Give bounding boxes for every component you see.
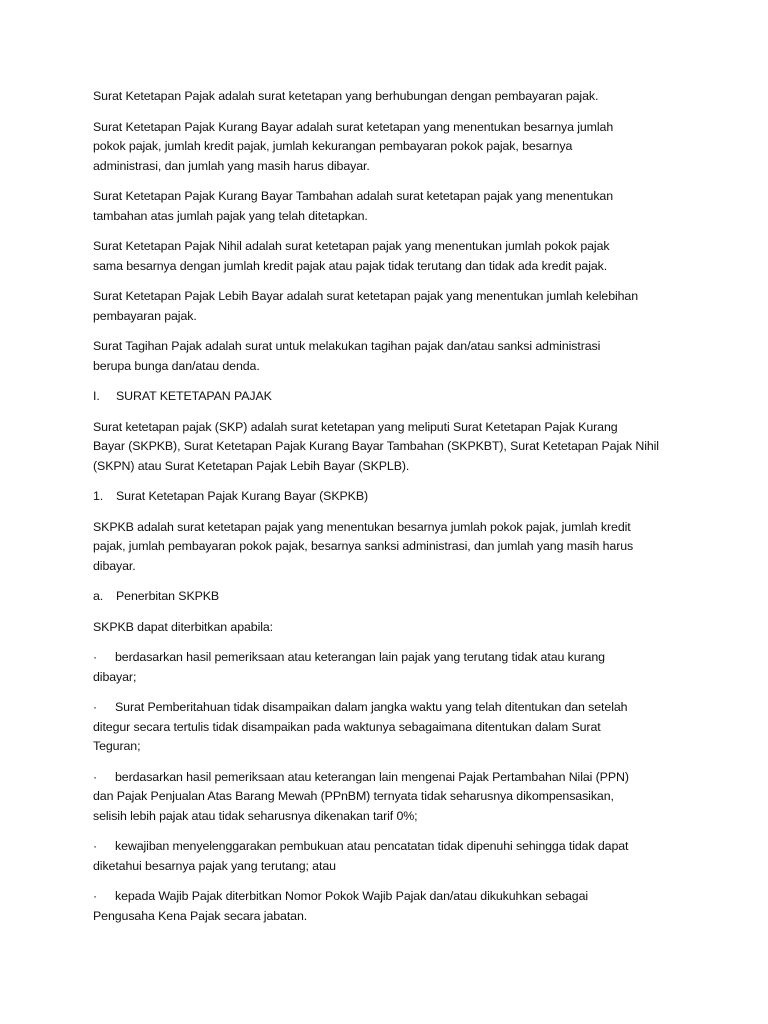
line-text: Surat Ketetapan Pajak Lebih Bayar adalah surat ketetapan pajak yang menentukan jumlah kelebihan bbox=[93, 289, 639, 303]
text-line bbox=[93, 907, 713, 927]
text-line bbox=[93, 557, 713, 577]
line-text: SURAT KETETAPAN PAJAK bbox=[116, 389, 272, 403]
text-line bbox=[93, 307, 713, 327]
line-text: administrasi, dan jumlah yang masih harus dibayar. bbox=[93, 158, 370, 173]
text-line bbox=[93, 137, 713, 157]
text-line bbox=[93, 157, 713, 177]
bullet-item bbox=[93, 648, 713, 687]
document-body bbox=[93, 87, 713, 937]
bullet-marker: · bbox=[93, 839, 98, 853]
paragraph bbox=[93, 187, 713, 226]
line-text: Surat Ketetapan Pajak adalah surat ketetapan yang berhubungan dengan pembayaran pajak. bbox=[93, 89, 599, 103]
text-line bbox=[93, 518, 713, 538]
text-line bbox=[93, 587, 713, 607]
text-line bbox=[93, 337, 713, 357]
line-text: pajak, jumlah pembayaran pokok pajak, besarnya sanksi administrasi, dan jumlah yang masih harus bbox=[93, 539, 634, 553]
line-text: sama besarnya dengan jumlah kredit pajak atau pajak tidak terutang dan tidak ada kredit pajak. bbox=[93, 258, 608, 273]
text-line bbox=[93, 257, 713, 277]
bullet-item bbox=[93, 887, 713, 926]
text-line bbox=[93, 668, 713, 688]
list-marker: 1. bbox=[93, 489, 104, 503]
text-line bbox=[93, 207, 713, 227]
text-line bbox=[93, 237, 713, 257]
line-text: diketahui besarnya pajak yang terutang; atau bbox=[93, 858, 336, 873]
section-heading bbox=[93, 487, 713, 507]
text-line bbox=[93, 737, 713, 757]
paragraph bbox=[93, 337, 713, 376]
paragraph bbox=[93, 237, 713, 276]
section-heading bbox=[93, 587, 713, 607]
text-line bbox=[93, 837, 713, 857]
bullet-item bbox=[93, 837, 713, 876]
text-line bbox=[93, 418, 713, 438]
text-line bbox=[93, 387, 713, 407]
line-text: Surat Ketetapan Pajak Kurang Bayar adalah surat ketetapan yang menentukan besarnya jumlah bbox=[93, 119, 614, 134]
text-line bbox=[93, 768, 713, 788]
section-heading bbox=[93, 387, 713, 407]
line-text: Surat Tagihan Pajak adalah surat untuk melakukan tagihan pajak dan/atau sanksi administrasi bbox=[93, 339, 601, 353]
line-text: Teguran; bbox=[93, 739, 141, 753]
line-text: kepada Wajib Pajak diterbitkan Nomor Pokok Wajib Pajak dan/atau dikukuhkan sebagai bbox=[115, 889, 589, 903]
text-line bbox=[93, 648, 713, 668]
text-line bbox=[93, 787, 713, 807]
bullet-marker: · bbox=[93, 889, 98, 903]
bullet-item bbox=[93, 768, 713, 827]
paragraph bbox=[93, 118, 713, 177]
line-text: pokok pajak, jumlah kredit pajak, jumlah kekurangan pembayaran pokok pajak, besarnya bbox=[93, 139, 573, 153]
paragraph bbox=[93, 518, 713, 577]
text-line bbox=[93, 187, 713, 207]
line-text: Surat Ketetapan Pajak Kurang Bayar (SKPKB) bbox=[116, 489, 369, 503]
text-line bbox=[93, 87, 713, 107]
line-text: berdasarkan hasil pemeriksaan atau keterangan lain mengenai Pajak Pertambahan Nilai (PPN) bbox=[115, 769, 629, 784]
text-line bbox=[93, 357, 713, 377]
line-text: SKPKB adalah surat ketetapan pajak yang menentukan besarnya jumlah pokok pajak, jumlah kredit bbox=[93, 519, 631, 534]
text-line bbox=[93, 487, 713, 507]
line-text: Surat Ketetapan Pajak Kurang Bayar Tambahan adalah surat ketetapan pajak yang menentukan bbox=[93, 189, 614, 203]
line-text: Surat ketetapan pajak (SKP) adalah surat ketetapan yang meliputi Surat Ketetapan Pajak Kurang bbox=[93, 419, 618, 434]
line-text: tambahan atas jumlah pajak yang telah ditetapkan. bbox=[93, 208, 368, 223]
text-line bbox=[93, 887, 713, 907]
line-text: Pengusaha Kena Pajak secara jabatan. bbox=[93, 908, 308, 923]
text-line bbox=[93, 457, 713, 477]
paragraph bbox=[93, 418, 713, 477]
line-text: kewajiban menyelenggarakan pembukuan atau pencatatan tidak dipenuhi sehingga tidak dapat bbox=[115, 839, 629, 853]
text-line bbox=[93, 618, 713, 638]
line-text: pembayaran pajak. bbox=[93, 308, 197, 323]
text-line bbox=[93, 718, 713, 738]
list-marker: a. bbox=[93, 589, 104, 603]
line-text: selisih lebih pajak atau tidak seharusnya dikenakan tarif 0%; bbox=[93, 808, 418, 823]
line-text: Surat Pemberitahuan tidak disampaikan dalam jangka waktu yang telah ditentukan dan setelah bbox=[115, 700, 628, 714]
line-text: Bayar (SKPKB), Surat Ketetapan Pajak Kurang Bayar Tambahan (SKPKBT), Surat Ketetapan Pajak Nihil bbox=[93, 439, 659, 453]
line-text: dibayar. bbox=[93, 558, 136, 573]
bullet-marker: · bbox=[93, 769, 98, 784]
text-line bbox=[93, 537, 713, 557]
line-text: SKPKB dapat diterbitkan apabila: bbox=[93, 619, 274, 634]
line-text: (SKPN) atau Surat Ketetapan Pajak Lebih Bayar (SKPLB). bbox=[93, 458, 410, 473]
paragraph bbox=[93, 618, 713, 638]
text-line bbox=[93, 857, 713, 877]
paragraph bbox=[93, 287, 713, 326]
text-line bbox=[93, 807, 713, 827]
text-line bbox=[93, 287, 713, 307]
paragraph bbox=[93, 87, 713, 107]
bullet-marker: · bbox=[93, 700, 98, 714]
text-line bbox=[93, 437, 713, 457]
line-text: ditegur secara tertulis tidak disampaikan pada waktunya sebagaimana ditentukan dalam Surat bbox=[93, 719, 601, 734]
line-text: dan Pajak Penjualan Atas Barang Mewah (PPnBM) ternyata tidak seharusnya dikompensasikan, bbox=[93, 789, 614, 803]
line-text: berupa bunga dan/atau denda. bbox=[93, 358, 260, 373]
text-line bbox=[93, 118, 713, 138]
line-text: Surat Ketetapan Pajak Nihil adalah surat ketetapan pajak yang menentukan jumlah pokok pajak bbox=[93, 239, 610, 253]
bullet-item bbox=[93, 698, 713, 757]
line-text: Penerbitan SKPKB bbox=[116, 589, 220, 603]
line-text: berdasarkan hasil pemeriksaan atau keterangan lain pajak yang terutang tidak atau kurang bbox=[115, 650, 605, 664]
list-marker: I. bbox=[93, 389, 100, 403]
text-line bbox=[93, 698, 713, 718]
bullet-marker: · bbox=[93, 650, 98, 664]
line-text: dibayar; bbox=[93, 669, 137, 684]
